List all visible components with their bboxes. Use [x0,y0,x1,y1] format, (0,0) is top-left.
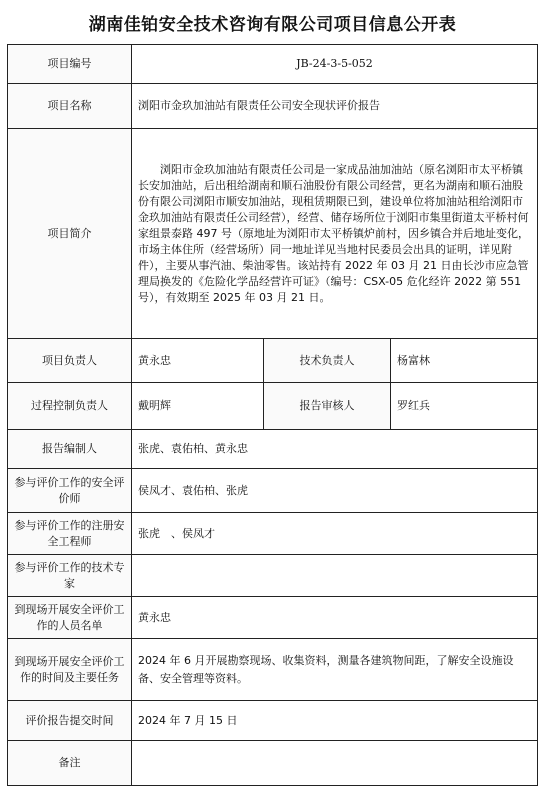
tech-experts-label: 参与评价工作的技术专家 [8,555,132,597]
onsite-staff-label: 到现场开展安全评价工作的人员名单 [8,597,132,639]
table-row [8,129,538,339]
process-ctrl-label: 过程控制负责人 [8,383,132,430]
report-writer-value: 张虎、袁佑柏、黄永忠 [132,430,538,469]
project-name-label: 项目名称 [8,84,132,129]
project-name-value: 浏阳市金玖加油站有限责任公司安全现状评价报告 [132,84,538,129]
project-intro-value: 浏阳市金玖加油站有限责任公司是一家成品油加油站（原名浏阳市太平桥镇长安加油站，后出租给湖南和顺石油股份有限公司经营，更名为湖南和顺石油股份有限公司浏阳市顺安加油站，现租赁期限已到，建设单位将加油站租给浏阳市金玖加油站有限责任公司经营），经营、储存场所位于浏阳市集里街道太平桥村何家组景泰路 497 号（原地址为浏阳市太平桥镇炉前村，因乡镇合并后地址变化，市场主体住所（经营场所）同一地址详见当地村民委员会出具的证明，详见附件），主要从事汽油、柴油零售。该站持有 2022 年 03 月 21 日由长沙市应急管理局换发的《危险化学品经营许可证》（编号：CSX-05 危化经许 2022 第 551 号），有效期至 2025 年 03 月 21 日。 [132,129,538,339]
table-row [8,430,538,469]
table-row [8,513,538,555]
table-row [8,741,538,786]
remarks-label: 备注 [8,741,132,786]
evaluators-value: 侯凤才、袁佑柏、张虎 [132,469,538,513]
table-row [8,639,538,701]
table-row [8,701,538,741]
table-row [8,555,538,597]
project-intro-label: 项目简介 [8,129,132,339]
onsite-staff-value: 黄永忠 [132,597,538,639]
report-writer-label: 报告编制人 [8,430,132,469]
project-no-value: JB-24-3-5-052 [132,45,538,84]
table-row [8,383,538,430]
table-row [8,84,538,129]
table-row [8,469,538,513]
engineers-value: 张虎 、侯凤才 [132,513,538,555]
engineers-label: 参与评价工作的注册安全工程师 [8,513,132,555]
project-no-label: 项目编号 [8,45,132,84]
evaluators-label: 参与评价工作的安全评价师 [8,469,132,513]
project-info-table [7,44,538,786]
tech-lead-value: 杨富林 [391,339,538,383]
tech-lead-label: 技术负责人 [264,339,391,383]
tech-experts-value [132,555,538,597]
table-row [8,45,538,84]
report-reviewer-value: 罗红兵 [391,383,538,430]
table-row [8,597,538,639]
project-lead-label: 项目负责人 [8,339,132,383]
onsite-tasks-value: 2024 年 6 月开展勘察现场、收集资料，测量各建筑物间距，了解安全设施设备、安全管理等资料。 [132,639,538,701]
onsite-tasks-label: 到现场开展安全评价工作的时间及主要任务 [8,639,132,701]
project-lead-value: 黄永忠 [132,339,264,383]
table-row [8,339,538,383]
remarks-value [132,741,538,786]
submit-date-value: 2024 年 7 月 15 日 [132,701,538,741]
page-title: 湖南佳铂安全技术咨询有限公司项目信息公开表 [88,15,457,35]
report-reviewer-label: 报告审核人 [264,383,391,430]
process-ctrl-value: 戴明辉 [132,383,264,430]
submit-date-label: 评价报告提交时间 [8,701,132,741]
